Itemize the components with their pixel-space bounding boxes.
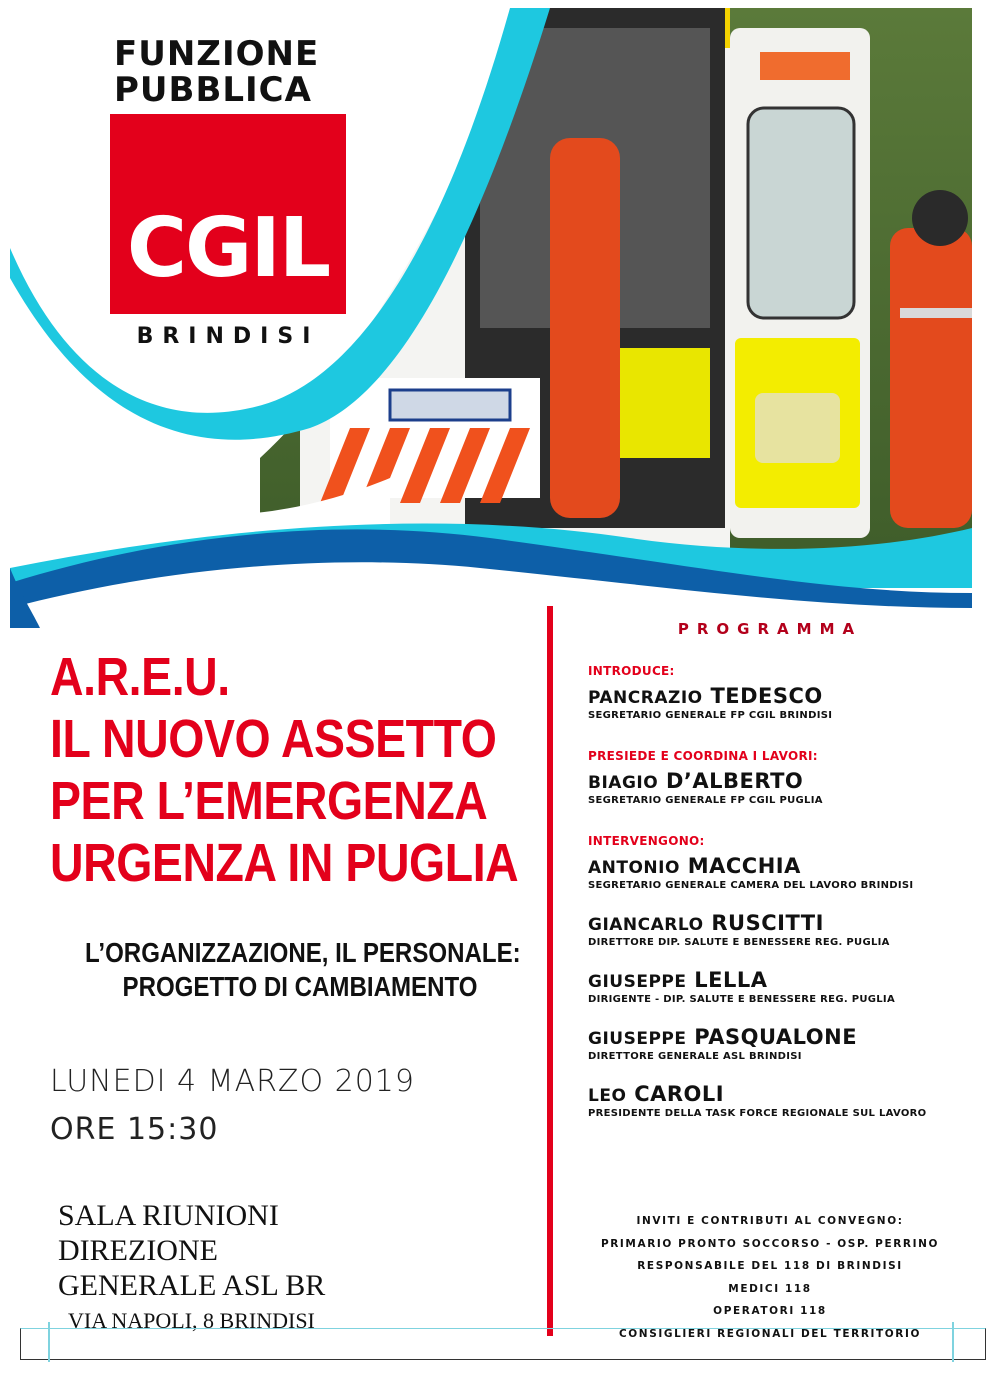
logo-line-1: FUNZIONE (114, 34, 320, 74)
speaker-item (588, 968, 968, 1005)
title-line: URGENZA IN PUGLIA (50, 833, 519, 893)
speaker-role: DIRIGENTE - DIP. SALUTE E BENESSERE REG. PUGLIA (588, 994, 895, 1005)
guests-list (570, 1210, 970, 1345)
speaker-role: DIRETTORE GENERALE ASL BRINDISI (588, 1051, 802, 1062)
speaker-item (588, 769, 968, 806)
programma-heading: PROGRAMMA (677, 620, 863, 638)
speaker-role: SEGRETARIO GENERALE CAMERA DEL LAVORO BRINDISI (588, 880, 914, 891)
role-label-introduce: INTRODUCE: (588, 664, 675, 678)
speaker-item (588, 911, 968, 948)
column-divider (547, 606, 553, 1336)
venue-line: GENERALE ASL BR (58, 1269, 326, 1302)
speaker-role: DIRETTORE DIP. SALUTE E BENESSERE REG. PUGLIA (588, 937, 890, 948)
guests-line: OPERATORI 118 (713, 1305, 827, 1317)
speaker-name: PANCRAZIO TEDESCO (588, 684, 823, 708)
guests-line: PRIMARIO PRONTO SOCCORSO - OSP. PERRINO (600, 1237, 940, 1250)
guests-line: RESPONSABILE DEL 118 DI BRINDISI (637, 1260, 903, 1272)
title-line: IL NUOVO ASSETTO (50, 709, 497, 769)
event-time: ORE 15:30 (50, 1112, 219, 1147)
speaker-item (588, 1025, 968, 1062)
speaker-role: SEGRETARIO GENERALE FP CGIL PUGLIA (588, 795, 823, 806)
flyer (10, 8, 972, 1360)
subtitle-line: L’ORGANIZZAZIONE, IL PERSONALE: (85, 937, 521, 968)
subtitle-line: PROGETTO DI CAMBIAMENTO (122, 971, 478, 1002)
speaker-role: PRESIDENTE DELLA TASK FORCE REGIONALE SUL LAVORO (588, 1108, 927, 1119)
title-line: PER L’EMERGENZA (50, 771, 488, 831)
logo-brand: CGIL (126, 201, 330, 296)
speaker-item (588, 1082, 968, 1119)
role-label-intervengono: INTERVENGONO: (588, 834, 705, 848)
speaker-name: GIUSEPPE PASQUALONE (588, 1025, 858, 1049)
speaker-name: BIAGIO D’ALBERTO (588, 769, 804, 793)
title-line: A.R.E.U. (50, 647, 230, 707)
guests-line: MEDICI 118 (728, 1282, 812, 1295)
guests-line: INVITI E CONTRIBUTI AL CONVEGNO: (636, 1215, 904, 1227)
speaker-item (588, 854, 968, 891)
venue-line: DIREZIONE (58, 1234, 218, 1267)
speaker-name: LEO CAROLI (588, 1082, 725, 1106)
event-venue (58, 1198, 325, 1303)
logo-red-square (110, 114, 346, 314)
guests-line: CONSIGLIERI REGIONALI DEL TERRITORIO (618, 1327, 922, 1340)
logo-city: BRINDISI (136, 324, 320, 349)
event-title (50, 646, 519, 894)
programma-list (588, 664, 968, 1119)
logo-line-2: PUBBLICA (114, 70, 312, 110)
crop-mark (48, 1322, 50, 1362)
event-address: VIA NAPOLI, 8 BRINDISI (68, 1308, 315, 1333)
event-subtitle (85, 936, 521, 1004)
event-date: LUNEDI 4 MARZO 2019 (50, 1064, 415, 1099)
cgil-logo (110, 36, 370, 349)
speaker-name: GIUSEPPE LELLA (588, 968, 768, 992)
role-label-presiede: PRESIEDE E COORDINA I LAVORI: (588, 749, 818, 763)
crop-mark (952, 1322, 954, 1362)
page-frame (20, 1328, 986, 1360)
speaker-role: SEGRETARIO GENERALE FP CGIL BRINDISI (588, 710, 833, 721)
venue-line: SALA RIUNIONI (58, 1199, 279, 1232)
speaker-name: GIANCARLO RUSCITTI (588, 911, 824, 935)
speaker-item (588, 684, 968, 721)
speaker-name: ANTONIO MACCHIA (588, 854, 801, 878)
